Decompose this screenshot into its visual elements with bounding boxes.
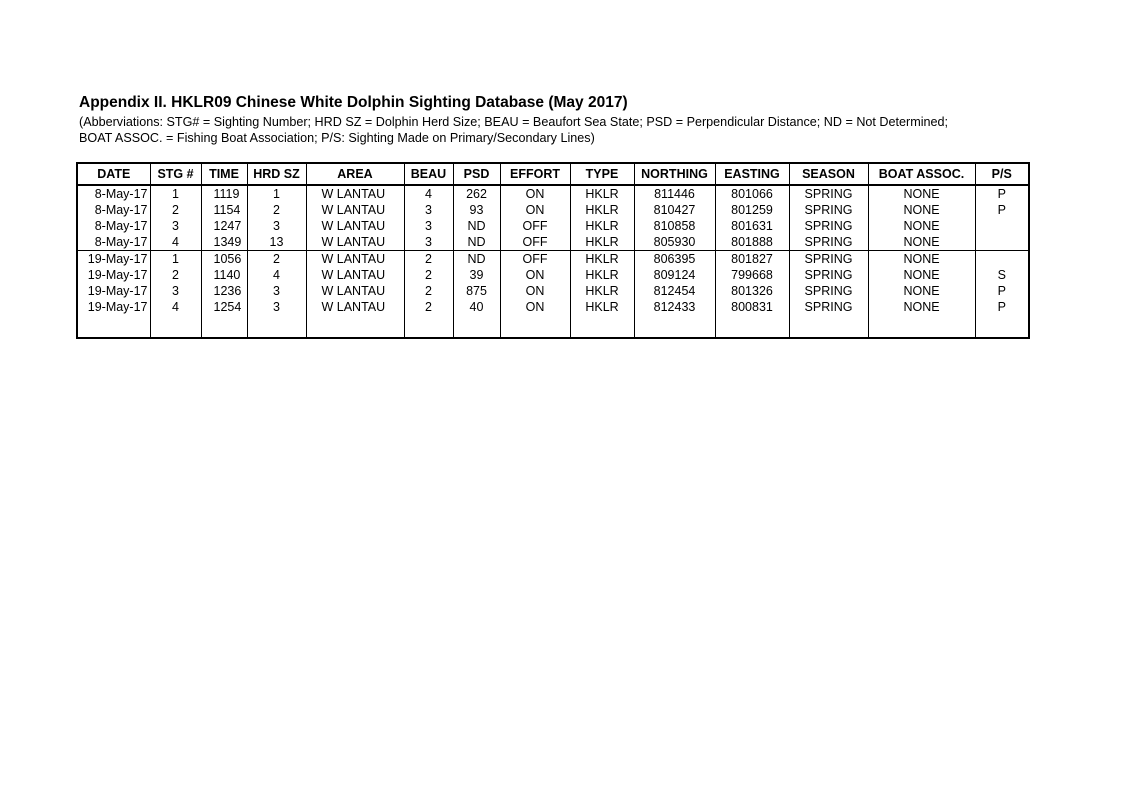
cell-psd: 39 xyxy=(453,267,500,283)
cell-hrd-sz: 1 xyxy=(247,185,306,202)
cell-beau: 3 xyxy=(404,202,453,218)
cell-northing: 805930 xyxy=(634,234,715,251)
cell-area: W LANTAU xyxy=(306,234,404,251)
cell-stg: 3 xyxy=(150,283,201,299)
cell-hrd-sz: 2 xyxy=(247,202,306,218)
cell-stg: 1 xyxy=(150,185,201,202)
cell-time: 1349 xyxy=(201,234,247,251)
cell-type: HKLR xyxy=(570,251,634,268)
cell-area: W LANTAU xyxy=(306,267,404,283)
spacer-cell xyxy=(570,315,634,338)
cell-beau: 3 xyxy=(404,218,453,234)
cell-hrd-sz: 2 xyxy=(247,251,306,268)
cell-easting: 801066 xyxy=(715,185,789,202)
header-beau: BEAU xyxy=(404,163,453,185)
cell-hrd-sz: 13 xyxy=(247,234,306,251)
cell-northing: 812454 xyxy=(634,283,715,299)
cell-time: 1254 xyxy=(201,299,247,315)
header-effort: EFFORT xyxy=(500,163,570,185)
table-row xyxy=(77,283,1029,299)
cell-area: W LANTAU xyxy=(306,218,404,234)
cell-psd: ND xyxy=(453,234,500,251)
table-row xyxy=(77,185,1029,202)
header-boat-assoc: BOAT ASSOC. xyxy=(868,163,975,185)
cell-date: 8-May-17 xyxy=(94,234,148,249)
cell-effort: ON xyxy=(500,185,570,202)
abbreviations-note xyxy=(79,114,948,146)
header-northing: NORTHING xyxy=(634,163,715,185)
cell-ps: P xyxy=(975,185,1029,202)
header-psd: PSD xyxy=(453,163,500,185)
cell-hrd-sz: 3 xyxy=(247,218,306,234)
spacer-cell xyxy=(789,315,868,338)
spacer-cell xyxy=(715,315,789,338)
cell-easting: 799668 xyxy=(715,267,789,283)
sighting-table xyxy=(76,162,1030,339)
cell-date: 8-May-17 xyxy=(94,218,148,233)
cell-effort: OFF xyxy=(500,218,570,234)
cell-psd: 40 xyxy=(453,299,500,315)
cell-psd: 262 xyxy=(453,185,500,202)
table-row xyxy=(77,251,1029,268)
header-season: SEASON xyxy=(789,163,868,185)
spacer-cell xyxy=(634,315,715,338)
spacer-cell xyxy=(868,315,975,338)
cell-easting: 801631 xyxy=(715,218,789,234)
cell-northing: 811446 xyxy=(634,185,715,202)
cell-date: 19-May-17 xyxy=(87,267,148,282)
cell-northing: 806395 xyxy=(634,251,715,268)
cell-northing: 810427 xyxy=(634,202,715,218)
cell-ps xyxy=(975,251,1029,268)
header-hrd-sz: HRD SZ xyxy=(247,163,306,185)
cell-stg: 4 xyxy=(150,299,201,315)
cell-season: SPRING xyxy=(789,185,868,202)
cell-date: 19-May-17 xyxy=(77,251,150,268)
cell-boat-assoc: NONE xyxy=(868,267,975,283)
cell-stg: 2 xyxy=(150,202,201,218)
table-header-row xyxy=(77,163,1029,185)
cell-season: SPRING xyxy=(789,299,868,315)
cell-psd: 93 xyxy=(453,202,500,218)
cell-boat-assoc: NONE xyxy=(868,251,975,268)
cell-beau: 2 xyxy=(404,251,453,268)
cell-easting: 801888 xyxy=(715,234,789,251)
cell-hrd-sz: 4 xyxy=(247,267,306,283)
cell-beau: 2 xyxy=(404,267,453,283)
cell-time: 1154 xyxy=(201,202,247,218)
cell-easting: 800831 xyxy=(715,299,789,315)
header-area: AREA xyxy=(306,163,404,185)
cell-date: 8-May-17 xyxy=(94,186,148,201)
cell-northing: 809124 xyxy=(634,267,715,283)
table-row xyxy=(77,267,1029,283)
cell-northing: 810858 xyxy=(634,218,715,234)
cell-time: 1140 xyxy=(201,267,247,283)
cell-effort: OFF xyxy=(500,251,570,268)
document-title: Appendix II. HKLR09 Chinese White Dolphin Sighting Database (May 2017) xyxy=(79,94,628,111)
cell-beau: 2 xyxy=(404,299,453,315)
table-row xyxy=(77,299,1029,315)
cell-effort: OFF xyxy=(500,234,570,251)
cell-date: 19-May-17 xyxy=(87,299,148,314)
header-stg: STG # xyxy=(150,163,201,185)
header-easting: EASTING xyxy=(715,163,789,185)
header-time: TIME xyxy=(201,163,247,185)
cell-easting: 801827 xyxy=(715,251,789,268)
cell-season: SPRING xyxy=(789,218,868,234)
table-row xyxy=(77,202,1029,218)
cell-boat-assoc: NONE xyxy=(868,202,975,218)
cell-time: 1247 xyxy=(201,218,247,234)
cell-stg: 4 xyxy=(150,234,201,251)
spacer-cell xyxy=(150,315,201,338)
cell-stg: 2 xyxy=(150,267,201,283)
cell-ps: P xyxy=(975,299,1029,315)
cell-effort: ON xyxy=(500,283,570,299)
cell-easting: 801326 xyxy=(715,283,789,299)
cell-stg: 3 xyxy=(150,218,201,234)
header-type: TYPE xyxy=(570,163,634,185)
cell-boat-assoc: NONE xyxy=(868,299,975,315)
cell-time: 1119 xyxy=(201,185,247,202)
cell-easting: 801259 xyxy=(715,202,789,218)
cell-beau: 2 xyxy=(404,283,453,299)
spacer-cell xyxy=(306,315,404,338)
cell-area: W LANTAU xyxy=(306,202,404,218)
table-row xyxy=(77,234,1029,251)
cell-effort: ON xyxy=(500,202,570,218)
cell-hrd-sz: 3 xyxy=(247,283,306,299)
cell-date: 8-May-17 xyxy=(94,202,148,217)
cell-type: HKLR xyxy=(570,185,634,202)
cell-type: HKLR xyxy=(570,283,634,299)
cell-time: 1056 xyxy=(201,251,247,268)
spacer-cell xyxy=(453,315,500,338)
cell-area: W LANTAU xyxy=(306,251,404,268)
cell-beau: 3 xyxy=(404,234,453,251)
cell-area: W LANTAU xyxy=(306,283,404,299)
cell-type: HKLR xyxy=(570,234,634,251)
cell-season: SPRING xyxy=(789,283,868,299)
cell-hrd-sz: 3 xyxy=(247,299,306,315)
spacer-cell xyxy=(975,315,1029,338)
cell-area: W LANTAU xyxy=(306,185,404,202)
cell-ps: P xyxy=(975,202,1029,218)
cell-ps: S xyxy=(975,267,1029,283)
cell-effort: ON xyxy=(500,267,570,283)
cell-type: HKLR xyxy=(570,299,634,315)
cell-psd: 875 xyxy=(453,283,500,299)
cell-northing: 812433 xyxy=(634,299,715,315)
cell-season: SPRING xyxy=(789,251,868,268)
spacer-cell xyxy=(500,315,570,338)
header-date: DATE xyxy=(77,163,150,185)
cell-boat-assoc: NONE xyxy=(868,185,975,202)
cell-ps xyxy=(975,234,1029,251)
cell-boat-assoc: NONE xyxy=(868,234,975,251)
cell-type: HKLR xyxy=(570,202,634,218)
cell-area: W LANTAU xyxy=(306,299,404,315)
cell-season: SPRING xyxy=(789,234,868,251)
cell-date: 19-May-17 xyxy=(87,283,148,298)
cell-ps: P xyxy=(975,283,1029,299)
abbreviations-line-2: BOAT ASSOC. = Fishing Boat Association; P/S: Sighting Made on Primary/Secondary Lines) xyxy=(79,131,595,145)
cell-type: HKLR xyxy=(570,267,634,283)
cell-psd: ND xyxy=(453,251,500,268)
table-spacer-row xyxy=(77,315,1029,338)
cell-beau: 4 xyxy=(404,185,453,202)
cell-psd: ND xyxy=(453,218,500,234)
spacer-cell xyxy=(247,315,306,338)
cell-boat-assoc: NONE xyxy=(868,283,975,299)
cell-time: 1236 xyxy=(201,283,247,299)
cell-type: HKLR xyxy=(570,218,634,234)
cell-ps xyxy=(975,218,1029,234)
spacer-cell xyxy=(404,315,453,338)
abbreviations-line-1: (Abberviations: STG# = Sighting Number; HRD SZ = Dolphin Herd Size; BEAU = Beaufort Sea State; PSD = Perpendicular Distance; ND = Not Determined; xyxy=(79,115,949,129)
cell-season: SPRING xyxy=(789,267,868,283)
table-row xyxy=(77,218,1029,234)
cell-season: SPRING xyxy=(789,202,868,218)
cell-boat-assoc: NONE xyxy=(868,218,975,234)
cell-stg: 1 xyxy=(150,251,201,268)
spacer-cell xyxy=(201,315,247,338)
spacer-cell xyxy=(77,315,150,338)
header-ps: P/S xyxy=(975,163,1029,185)
cell-effort: ON xyxy=(500,299,570,315)
